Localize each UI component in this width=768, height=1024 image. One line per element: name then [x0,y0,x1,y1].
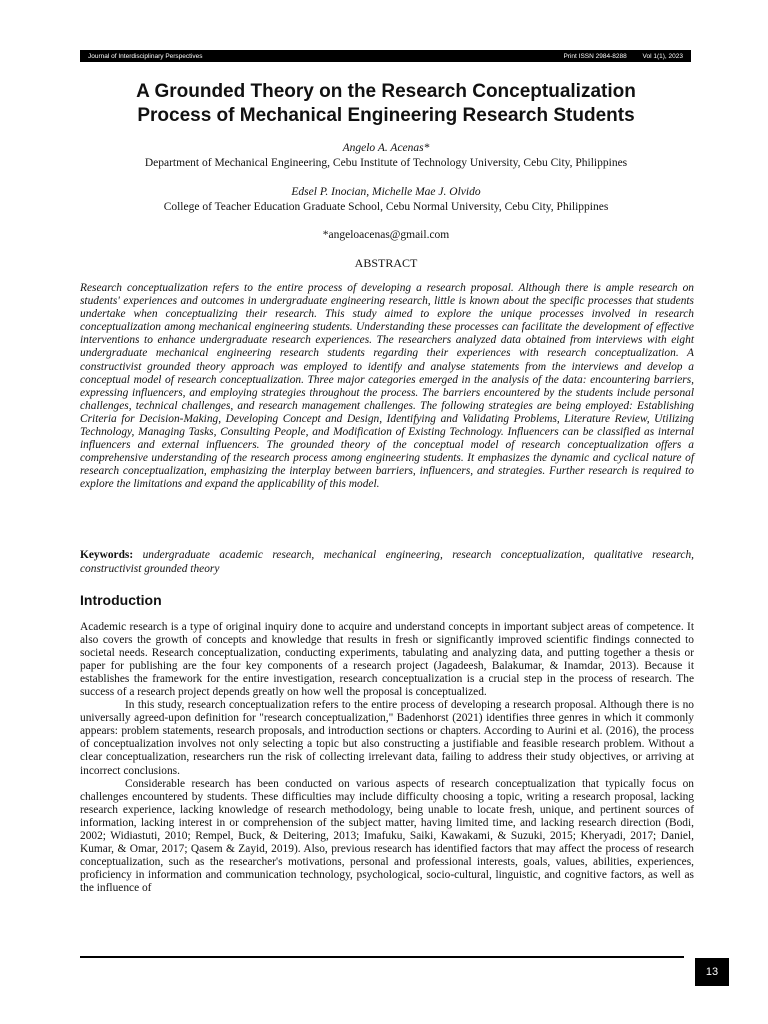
journal-name: Journal of Interdisciplinary Perspectives [88,52,203,60]
paragraph-3: Considerable research has been conducted on various aspects of research conceptualization that typically focus on challenges encountered by students. These difficulties may include difficulty choosing a topic, writing a research proposal, lacking research experience, lacking knowledge of research methodology, being unable to locate fresh, unique, and pertinent sources of information, lacking interest in or comprehension of the subject matter, having limited time, and lacking research direction (Bodi, 2002; Widiastuti, 2010; Rempel, Buck, & Deitering, 2013; Imafuku, Saiki, Kawakami, & Suzuki, 2015; Kheryadi, 2017; Daniel, Kumar, & Omar, 2017; Qasem & Zayid, 2019). Also, previous research has identified factors that may affect the process of research conceptualization, such as the researcher's motivations, personal and professional interests, goals, values, abilities, experiences, proficiency in information and communication technology, psychological, socio-cultural, linguistic, and cognitive factors, as well as the influence of [80,777,694,894]
paper-title-line-1: A Grounded Theory on the Research Conceptualization [136,81,636,102]
paper-title-line-2: Process of Mechanical Engineering Research Students [137,105,635,126]
footer-rule [80,956,684,958]
author-name-2: Edsel P. Inocian, Michelle Mae J. Olvido [291,186,481,198]
paragraph-2: In this study, research conceptualization refers to the entire process of developing a research proposal. Although there is no universally agreed-upon definition for "research conceptualization," Badenhorst (2021) identifies three genres in which it commonly appears: problem statements, research proposals, and introduction sections or chapters. According to Aurini et al. (2016), the process of conceptualization involves not only selecting a topic but also constructing a justifiable and feasible research problem. Without a clear conceptualization, researchers run the risk of collecting irrelevant data, failing to address their study objectives, or arriving at incorrect conclusions. [80,699,694,777]
keywords-label: Keywords: [80,549,134,561]
section-heading-introduction: Introduction [80,592,162,608]
author-block-1 [60,141,712,171]
keywords [80,549,694,576]
paper-title [60,80,712,128]
journal-issue-info [549,53,683,60]
author-name-1: Angelo A. Acenas* [342,142,430,154]
author-affiliation-2: College of Teacher Education Graduate School, Cebu Normal University, Cebu City, Philippines [163,201,609,213]
author-affiliation-1: Department of Mechanical Engineering, Cebu Institute of Technology University, Cebu City, Philippines [144,157,628,169]
author-block-2 [60,185,712,215]
introduction-body [80,621,694,895]
keywords-text: undergraduate academic research, mechanical engineering, research conceptualization, qualitative research, constructivist grounded theory [80,549,694,575]
journal-header-bar [80,50,691,62]
journal-volume: Vol 1(1), 2023 [642,52,683,60]
abstract-text: Research conceptualization refers to the entire process of developing a research proposal. Although there is ample research on students' experiences and outcomes in undergraduate engineering research, little is known about the specific processes that students undertake when conceptualizing their research. This study aimed to explore the unique processes involved in research conceptualization among mechanical engineering students. Understanding these processes can facilitate the development of effective interventions to enhance undergraduate research experiences. The researchers analyzed data obtained from interviews with eight undergraduate mechanical engineering research students regarding their experiences with research conceptualization. A constructivist grounded theory approach was employed to identify and analyse statements from the interviews and develop a conceptual model of research conceptualization. Three major categories emerged in the analysis of the data: encountering barriers, expressing influencers, and employing strategies throughout the process. The barriers encountered by the students include personal challenges, technical challenges, and research management challenges. The following strategies are being employed: Establishing Criteria for Decision-Making, Developing Concept and Design, Identifying and Validating Problems, Literature Review, Utilizing Technology, Managing Tasks, Consulting People, and Modification of Existing Technology. Influencers can be classified as internal influencers and external influencers. The grounded theory of the conceptual model of research conceptualization offers a comprehensive understanding of the research process among engineering students. It emphasizes the dynamic and cyclical nature of research conceptualization, emphasizing the interplay between barriers, influencers, and strategies. Further research is required to explore the limitations and expand the applicability of this model. [80,282,694,491]
paragraph-1: Academic research is a type of original inquiry done to acquire and understand concepts in important subject areas of competence. It also covers the growth of concepts and knowledge that results in fresh or significantly improved scientific findings connected to societal needs. Research conceptualization, conducting experiments, tabulating and analyzing data, and putting together a thesis or paper for publishing are the four key components of a research project (Jagadeesh, Balakumar, & Inamdar, 2013). Because it establishes the framework for the entire investigation, research conceptualization is a crucial step in the process of research. The success of a research project depends greatly on how well the proposal is conceptualized. [80,621,694,699]
abstract-heading: ABSTRACT [354,256,418,270]
page-number: 13 [695,958,729,986]
author-email: *angeloacenas@gmail.com [322,229,450,241]
journal-issn: Print ISSN 2984-8288 [563,52,627,60]
